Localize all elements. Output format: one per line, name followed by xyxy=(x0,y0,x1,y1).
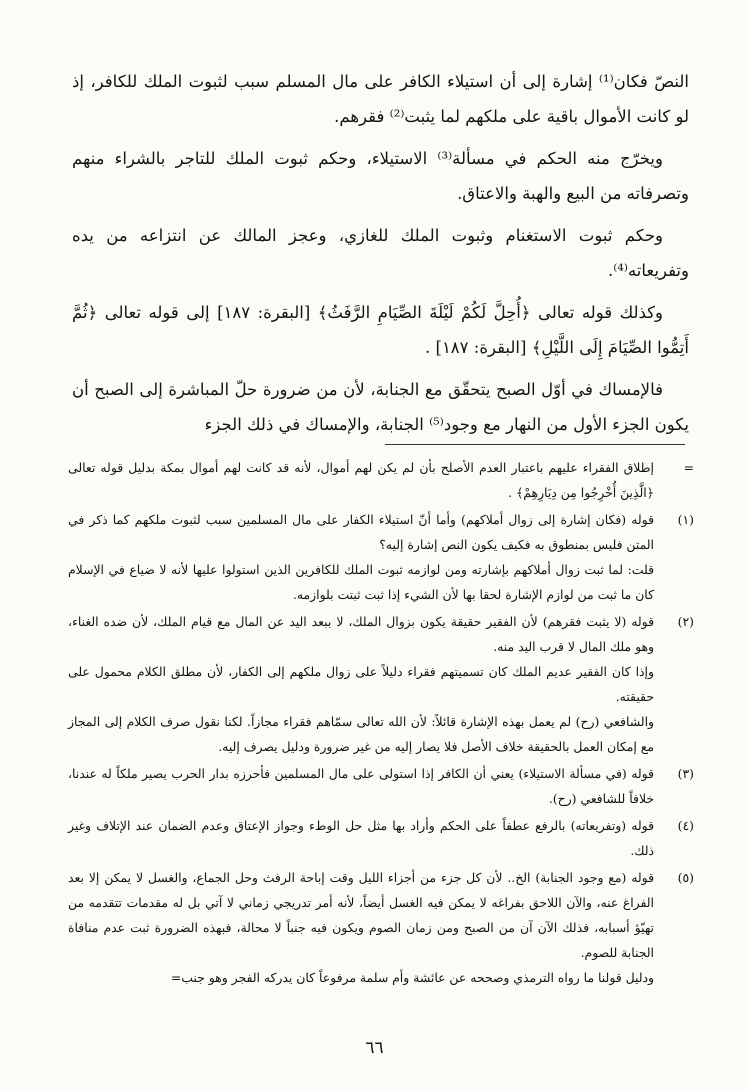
main-paragraph-5: فالإمساك في أوّل الصبح يتحقّق مع الجنابة، لأن من ضرورة حلّ المباشرة إلى الصبح أن يكون الجزء الأول من النهار مع وجود⁽⁵⁾ الجنابة، والإمساك في ذلك الجزء xyxy=(72,380,689,434)
footnote-3 xyxy=(68,761,694,811)
footnote-continuation xyxy=(68,455,694,505)
footnote-2 xyxy=(68,609,694,759)
footnote-4 xyxy=(68,813,694,863)
footnote-text: قوله (مع وجود الجنابة) الخ.. لأن كل جزء من أجزاء الليل وقت إباحة الرفث وحل الجماع، والغسل لا يمكن إلا بعد الفراغ عنه، والآن اللاحق بفراغه لا يمكن فيه الغسل أيضاً، لأنه أمر تدريجي زماني لا آتي بل له مقدمات تتقدمه من تهيّؤ أسبابه، فذلك الآن آن من الصبح ومن زمان الصوم ويكون فيه جنباً لا محالة، فبهذه الضرورة ثبت عدم منافاة الجنابة للصوم. xyxy=(68,870,654,960)
main-paragraph-3: وحكم ثبوت الاستغنام وثبوت الملك للغازي، وعجز المالك عن انتزاعه من يده وتفريعاته⁽⁴⁾. xyxy=(72,226,689,280)
footnote-text: وإذا كان الفقير عديم الملك كان تسميتهم فقراء دليلاً على زوال ملكهم إلى الكفار، لأن مطلق الكلام محمول على حقيقته. xyxy=(68,664,654,704)
footnote-number: (٤) xyxy=(677,818,694,833)
footnote-number: (٣) xyxy=(677,766,694,781)
footnote-separator xyxy=(385,444,685,445)
main-paragraph-1: النصّ فكان⁽¹⁾ إشارة إلى أن استيلاء الكافر على مال المسلم سبب لثبوت الملك للكافر، إذ لو كانت الأموال باقية على ملكهم لما يثبت⁽²⁾ فقرهم. xyxy=(72,72,689,126)
footnote-number: (٢) xyxy=(677,614,694,629)
footnote-text: ودليل قولنا ما رواه الترمذي وصححه عن عائشة وأم سلمة مرفوعاً كان يدركه الفجر وهو جنب= xyxy=(170,970,654,985)
footnote-text: قلت: لما ثبت زوال أملاكهم بإشارته ومن لوازمه ثبوت الملك للكافرين الذين استولوا عليها لأنه لا ضياع في الإسلام كان ما ثبت من لوازم الإشارة لحقا بها لأن الشيء إذا ثبت ثبتت بلوازمه. xyxy=(68,562,654,602)
footnote-1 xyxy=(68,507,694,607)
footnote-text: والشافعي (رح) لم يعمل بهذه الإشارة قائلاً: لأن الله تعالى سمّاهم فقراء مجازاً. لكنا نقول صرف الكلام إلى المجاز مع إمكان العمل بالحقيقة خلاف الأصل فلا يصار إليه من غير ضرورة ودليل يصرف إليه. xyxy=(68,714,654,754)
footnote-number: (١) xyxy=(677,512,694,527)
footnote-5 xyxy=(68,865,694,990)
main-text xyxy=(72,64,689,449)
footnote-text: قوله (في مسألة الاستيلاء) يعني أن الكافر إذا استولى على مال المسلمين فأحرزه بدار الحرب يصير ملكاً له عندنا، خلافاً للشافعي (رح). xyxy=(68,766,654,806)
main-paragraph-2: ويخرّج منه الحكم في مسألة⁽³⁾ الاستيلاء، وحكم ثبوت الملك للتاجر بالشراء منهم وتصرفاته من البيع والهبة والاعتاق. xyxy=(72,149,689,203)
footnote-marker: = xyxy=(683,460,694,475)
footnote-text: قوله (فكان إشارة إلى زوال أملاكهم) وأما أنّ استيلاء الكفار على مال المسلمين سبب لثبوت ملكهم كما ذكر في المتن فليس بمنطوق به فكيف يكون النص إشارة إليه؟ xyxy=(68,512,654,552)
footnote-text: قوله (لا يثبت فقرهم) لأن الفقير حقيقة يكون بزوال الملك، لا ببعد اليد عن المال مع قيام الملك، لأن ضده الغناء، وهو ملك المال لا قرب اليد منه. xyxy=(68,614,654,654)
footnotes xyxy=(68,455,694,992)
page-number: ٦٦ xyxy=(365,1038,384,1058)
footnote-number: (٥) xyxy=(677,870,694,885)
footnote-text: قوله (وتفريعاته) بالرفع عطفاً على الحكم وأراد بها مثل حل الوطء وجواز الإعتاق وعدم الضمان عند الإتلاف وغير ذلك. xyxy=(68,818,654,858)
footnote-text: إطلاق الفقراء عليهم باعتبار العدم الأصلح بأن لم يكن لهم أموال، لأنه قد كانت لهم أموال بمكة بدليل قوله تعالى ﴿الَّذِينَ أُخْرِجُوا مِن دِيَارِهِمْ﴾ . xyxy=(68,460,654,500)
main-paragraph-4: وكذلك قوله تعالى ﴿أُحِلَّ لَكُمْ لَيْلَةَ الصِّيَامِ الرَّفَثُ﴾ [البقرة: ١٨٧] إلى قوله تعالى ﴿ثُمَّ أَتِمُّوا الصِّيَامَ إِلَى اللَّيْلِ﴾ [البقرة: ١٨٧] . xyxy=(72,303,689,357)
